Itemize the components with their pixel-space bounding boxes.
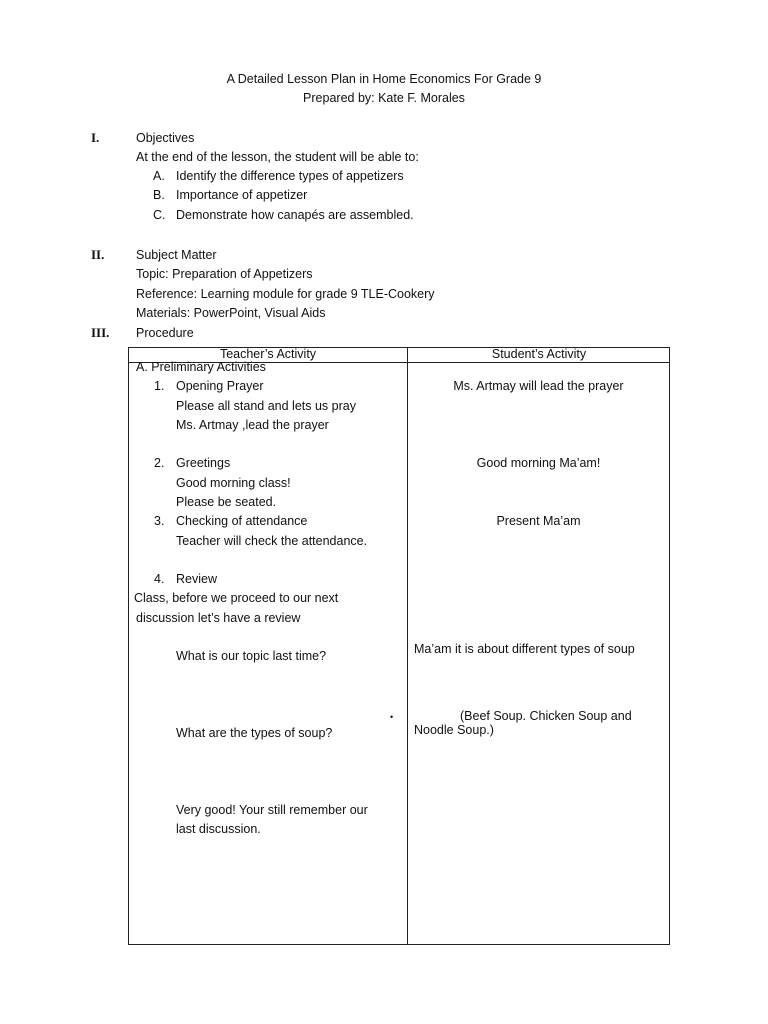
bullet-icon: • bbox=[390, 712, 394, 722]
prepared-by: Prepared by: Kate F. Morales bbox=[303, 91, 465, 105]
student-line-beef-soup: (Beef Soup. Chicken Soup and bbox=[460, 709, 632, 723]
objective-item-b: Importance of appetizer bbox=[176, 188, 308, 202]
subject-topic: Topic: Preparation of Appetizers bbox=[136, 267, 313, 281]
step-checking-attendance: Checking of attendance bbox=[176, 514, 308, 528]
teacher-line-last-discussion: last discussion. bbox=[176, 822, 261, 836]
step-review: Review bbox=[176, 572, 217, 586]
section-numeral-2: II. bbox=[91, 247, 105, 262]
teacher-line-artmay: Ms. Artmay ,lead the prayer bbox=[176, 418, 329, 432]
student-line-present: Present Ma’am bbox=[496, 514, 581, 528]
teacher-line-stand: Please all stand and lets us pray bbox=[176, 399, 356, 413]
objectives-intro: At the end of the lesson, the student will be able to: bbox=[136, 150, 419, 164]
teacher-line-seated: Please be seated. bbox=[176, 495, 277, 509]
step-number-3: 3. bbox=[154, 514, 165, 528]
teacher-line-check-attendance: Teacher will check the attendance. bbox=[176, 534, 368, 548]
step-number-4: 4. bbox=[154, 572, 165, 586]
section-heading-procedure: Procedure bbox=[136, 326, 194, 340]
objective-letter-c: C. bbox=[153, 208, 166, 222]
step-number-2: 2. bbox=[154, 456, 165, 470]
teacher-line-class-before: Class, before we proceed to our next bbox=[134, 591, 339, 605]
section-heading-subject-matter: Subject Matter bbox=[136, 248, 217, 262]
preliminary-activities: A. Preliminary Activities bbox=[136, 360, 266, 374]
teacher-question-topic: What is our topic last time? bbox=[176, 649, 327, 663]
step-greetings: Greetings bbox=[176, 456, 231, 470]
objective-item-c: Demonstrate how canapés are assembled. bbox=[176, 208, 414, 222]
subject-materials: Materials: PowerPoint, Visual Aids bbox=[136, 306, 326, 320]
teacher-line-good-morning: Good morning class! bbox=[176, 476, 291, 490]
step-number-1: 1. bbox=[154, 379, 165, 393]
section-heading-objectives: Objectives bbox=[136, 131, 195, 145]
step-opening-prayer: Opening Prayer bbox=[176, 379, 264, 393]
student-line-good-morning: Good morning Ma’am! bbox=[476, 456, 601, 470]
column-header-student: Student’s Activity bbox=[491, 347, 587, 361]
section-numeral-3: III. bbox=[91, 325, 110, 340]
document-title: A Detailed Lesson Plan in Home Economics For Grade 9 bbox=[226, 72, 542, 86]
column-header-teacher: Teacher’s Activity bbox=[219, 347, 317, 361]
student-line-lead-prayer: Ms. Artmay will lead the prayer bbox=[453, 379, 624, 393]
section-numeral-1: I. bbox=[91, 130, 100, 145]
teacher-line-very-good: Very good! Your still remember our bbox=[176, 803, 368, 817]
teacher-question-types: What are the types of soup? bbox=[176, 726, 333, 740]
table-column-divider bbox=[407, 348, 408, 944]
objective-letter-b: B. bbox=[153, 188, 165, 202]
objective-item-a: Identify the difference types of appetizers bbox=[176, 169, 404, 183]
subject-reference: Reference: Learning module for grade 9 TLE-Cookery bbox=[136, 287, 435, 301]
objective-letter-a: A. bbox=[153, 169, 165, 183]
student-line-soup-about: Ma’am it is about different types of soup bbox=[414, 642, 635, 656]
teacher-line-discussion: discussion let’s have a review bbox=[136, 611, 301, 625]
student-line-noodle-soup: Noodle Soup.) bbox=[414, 723, 494, 737]
